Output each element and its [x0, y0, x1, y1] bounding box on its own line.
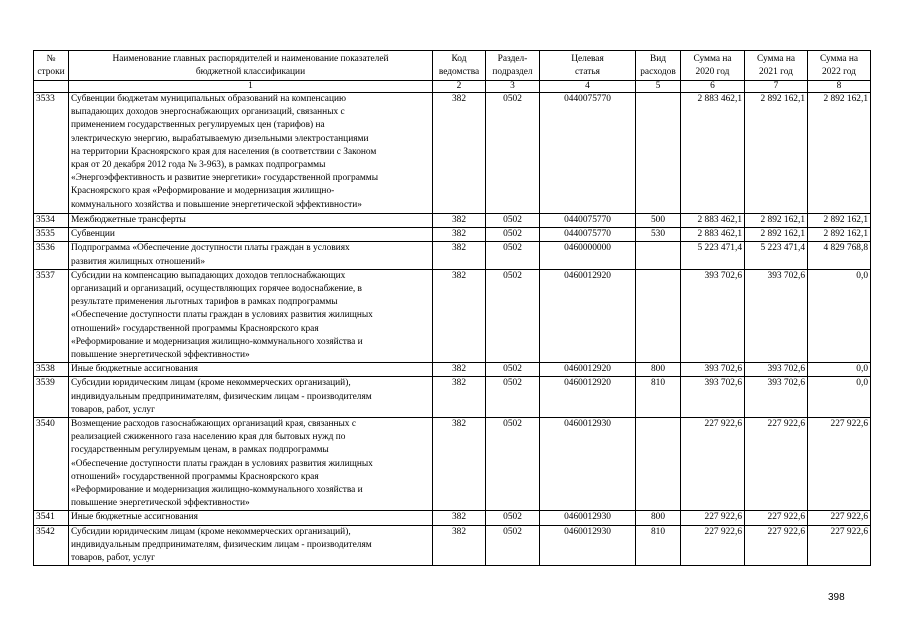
row-number: 3538 — [34, 363, 69, 377]
sum-2021: 393 702,6 — [745, 363, 808, 377]
sum-2020: 393 702,6 — [681, 363, 745, 377]
row-name: Субсидии юридическим лицам (кроме некоммерческих организаций), индивидуальным предпринимателям, физическим лицам - производителям товаров, работ, услуг — [69, 377, 433, 418]
expense-type-code: 810 — [636, 377, 681, 418]
department-code: 382 — [433, 377, 486, 418]
table-row — [34, 418, 871, 511]
target-item-code: 0440075770 — [540, 93, 636, 214]
target-item-code: 0460000000 — [540, 242, 636, 269]
sum-2021: 2 892 162,1 — [745, 228, 808, 242]
row-name: Иные бюджетные ассигнования — [69, 363, 433, 377]
row-number: 3539 — [34, 377, 69, 418]
header-row — [34, 51, 871, 81]
row-name: Субвенции бюджетам муниципальных образований на компенсацию выпадающих доходов энергоснабжающих организаций, связанных с применением государственных регулируемых цен (тарифов) на электрическую энергию, вырабатываемую дизельными электростанциями на территории Красноярского края для населения (в соответствии с Законом края от 20 декабря 2012 года № 3-963), в рамках подпрограммы «Энергоэффективность и развитие энергетики» государственной программы Красноярского края «Реформирование и модернизация жилищно- коммунального хозяйства и повышение энергетической эффективности» — [69, 93, 433, 214]
sum-2022: 227 922,6 — [808, 511, 871, 525]
column-number: 3 — [486, 81, 540, 93]
row-number: 3535 — [34, 228, 69, 242]
row-number: 3541 — [34, 511, 69, 525]
budget-table — [33, 50, 871, 566]
sum-2022: 2 892 162,1 — [808, 93, 871, 214]
target-item-code: 0460012930 — [540, 525, 636, 566]
row-name: Субсидии юридическим лицам (кроме некоммерческих организаций), индивидуальным предпринимателям, физическим лицам - производителям товаров, работ, услуг — [69, 525, 433, 566]
table-row — [34, 511, 871, 525]
table-row — [34, 269, 871, 362]
column-number: 2 — [433, 81, 486, 93]
section-code: 0502 — [486, 418, 540, 511]
column-number: 4 — [540, 81, 636, 93]
target-item-code: 0460012920 — [540, 363, 636, 377]
expense-type-code — [636, 269, 681, 362]
section-code: 0502 — [486, 525, 540, 566]
target-item-code: 0460012920 — [540, 377, 636, 418]
sum-2021: 5 223 471,4 — [745, 242, 808, 269]
table-row — [34, 228, 871, 242]
target-item-code: 0460012930 — [540, 511, 636, 525]
sum-2020: 227 922,6 — [681, 418, 745, 511]
section-code: 0502 — [486, 228, 540, 242]
sum-2020: 227 922,6 — [681, 511, 745, 525]
expense-type-code: 500 — [636, 214, 681, 228]
department-code: 382 — [433, 242, 486, 269]
section-code: 0502 — [486, 269, 540, 362]
header-target-item: Целевая статья — [540, 51, 636, 81]
sum-2020: 5 223 471,4 — [681, 242, 745, 269]
column-number: 7 — [745, 81, 808, 93]
header-section: Раздел- подраздел — [486, 51, 540, 81]
column-number: 5 — [636, 81, 681, 93]
row-number: 3537 — [34, 269, 69, 362]
table-row — [34, 363, 871, 377]
sum-2022: 227 922,6 — [808, 418, 871, 511]
sum-2021: 227 922,6 — [745, 511, 808, 525]
sum-2021: 227 922,6 — [745, 418, 808, 511]
section-code: 0502 — [486, 214, 540, 228]
expense-type-code: 800 — [636, 511, 681, 525]
expense-type-code: 800 — [636, 363, 681, 377]
sum-2022: 227 922,6 — [808, 525, 871, 566]
row-name: Подпрограмма «Обеспечение доступности платы граждан в условиях развития жилищных отношений» — [69, 242, 433, 269]
expense-type-code — [636, 93, 681, 214]
section-code: 0502 — [486, 93, 540, 214]
header-expense-type: Вид расходов — [636, 51, 681, 81]
sum-2021: 393 702,6 — [745, 377, 808, 418]
table-row — [34, 242, 871, 269]
sum-2022: 4 829 768,8 — [808, 242, 871, 269]
row-name: Возмещение расходов газоснабжающих организаций края, связанных с реализацией сжиженного газа населению края для бытовых нужд по государственным регулируемым ценам, в рамках подпрограммы «Обеспечение доступности платы граждан в условиях развития жилищных отношений» государственной программы Красноярского края «Реформирование и модернизация жилищно-коммунального хозяйства и повышение энергетической эффективности» — [69, 418, 433, 511]
header-row-number: № строки — [34, 51, 69, 81]
department-code: 382 — [433, 269, 486, 362]
page-number: 398 — [828, 592, 845, 603]
sum-2020: 2 883 462,1 — [681, 214, 745, 228]
sum-2022: 2 892 162,1 — [808, 214, 871, 228]
target-item-code: 0440075770 — [540, 214, 636, 228]
sum-2021: 2 892 162,1 — [745, 214, 808, 228]
row-name: Иные бюджетные ассигнования — [69, 511, 433, 525]
department-code: 382 — [433, 525, 486, 566]
target-item-code: 0460012920 — [540, 269, 636, 362]
expense-type-code: 530 — [636, 228, 681, 242]
row-name: Субвенции — [69, 228, 433, 242]
department-code: 382 — [433, 363, 486, 377]
sum-2022: 2 892 162,1 — [808, 228, 871, 242]
target-item-code: 0440075770 — [540, 228, 636, 242]
expense-type-code — [636, 418, 681, 511]
department-code: 382 — [433, 511, 486, 525]
row-number: 3540 — [34, 418, 69, 511]
sum-2020: 393 702,6 — [681, 269, 745, 362]
header-sum-2022: Сумма на 2022 год — [808, 51, 871, 81]
sum-2021: 2 892 162,1 — [745, 93, 808, 214]
section-code: 0502 — [486, 242, 540, 269]
table-row — [34, 377, 871, 418]
sum-2021: 227 922,6 — [745, 525, 808, 566]
target-item-code: 0460012930 — [540, 418, 636, 511]
expense-type-code: 810 — [636, 525, 681, 566]
section-code: 0502 — [486, 511, 540, 525]
sum-2022: 0,0 — [808, 269, 871, 362]
section-code: 0502 — [486, 363, 540, 377]
sum-2020: 2 883 462,1 — [681, 228, 745, 242]
section-code: 0502 — [486, 377, 540, 418]
column-number-row — [34, 81, 871, 93]
sum-2022: 0,0 — [808, 377, 871, 418]
department-code: 382 — [433, 228, 486, 242]
expense-type-code — [636, 242, 681, 269]
header-sum-2020: Сумма на 2020 год — [681, 51, 745, 81]
sum-2020: 2 883 462,1 — [681, 93, 745, 214]
header-name: Наименование главных распорядителей и наименование показателей бюджетной классификации — [69, 51, 433, 81]
column-number: 8 — [808, 81, 871, 93]
header-sum-2021: Сумма на 2021 год — [745, 51, 808, 81]
sum-2022: 0,0 — [808, 363, 871, 377]
header-department-code: Код ведомства — [433, 51, 486, 81]
department-code: 382 — [433, 418, 486, 511]
column-number — [34, 81, 69, 93]
row-number: 3534 — [34, 214, 69, 228]
row-number: 3536 — [34, 242, 69, 269]
column-number: 6 — [681, 81, 745, 93]
department-code: 382 — [433, 214, 486, 228]
row-number: 3542 — [34, 525, 69, 566]
row-number: 3533 — [34, 93, 69, 214]
table-row — [34, 214, 871, 228]
sum-2020: 393 702,6 — [681, 377, 745, 418]
row-name: Межбюджетные трансферты — [69, 214, 433, 228]
column-number: 1 — [69, 81, 433, 93]
row-name: Субсидии на компенсацию выпадающих доходов теплоснабжающих организаций и организаций, осуществляющих горячее водоснабжение, в результате применения льготных тарифов в рамках подпрограммы «Обеспечение доступности платы граждан в условиях развития жилищных отношений» государственной программы Красноярского края «Реформирование и модернизация жилищно-коммунального хозяйства и повышение энергетической эффективности» — [69, 269, 433, 362]
sum-2020: 227 922,6 — [681, 525, 745, 566]
table-row — [34, 93, 871, 214]
department-code: 382 — [433, 93, 486, 214]
sum-2021: 393 702,6 — [745, 269, 808, 362]
table-row — [34, 525, 871, 566]
